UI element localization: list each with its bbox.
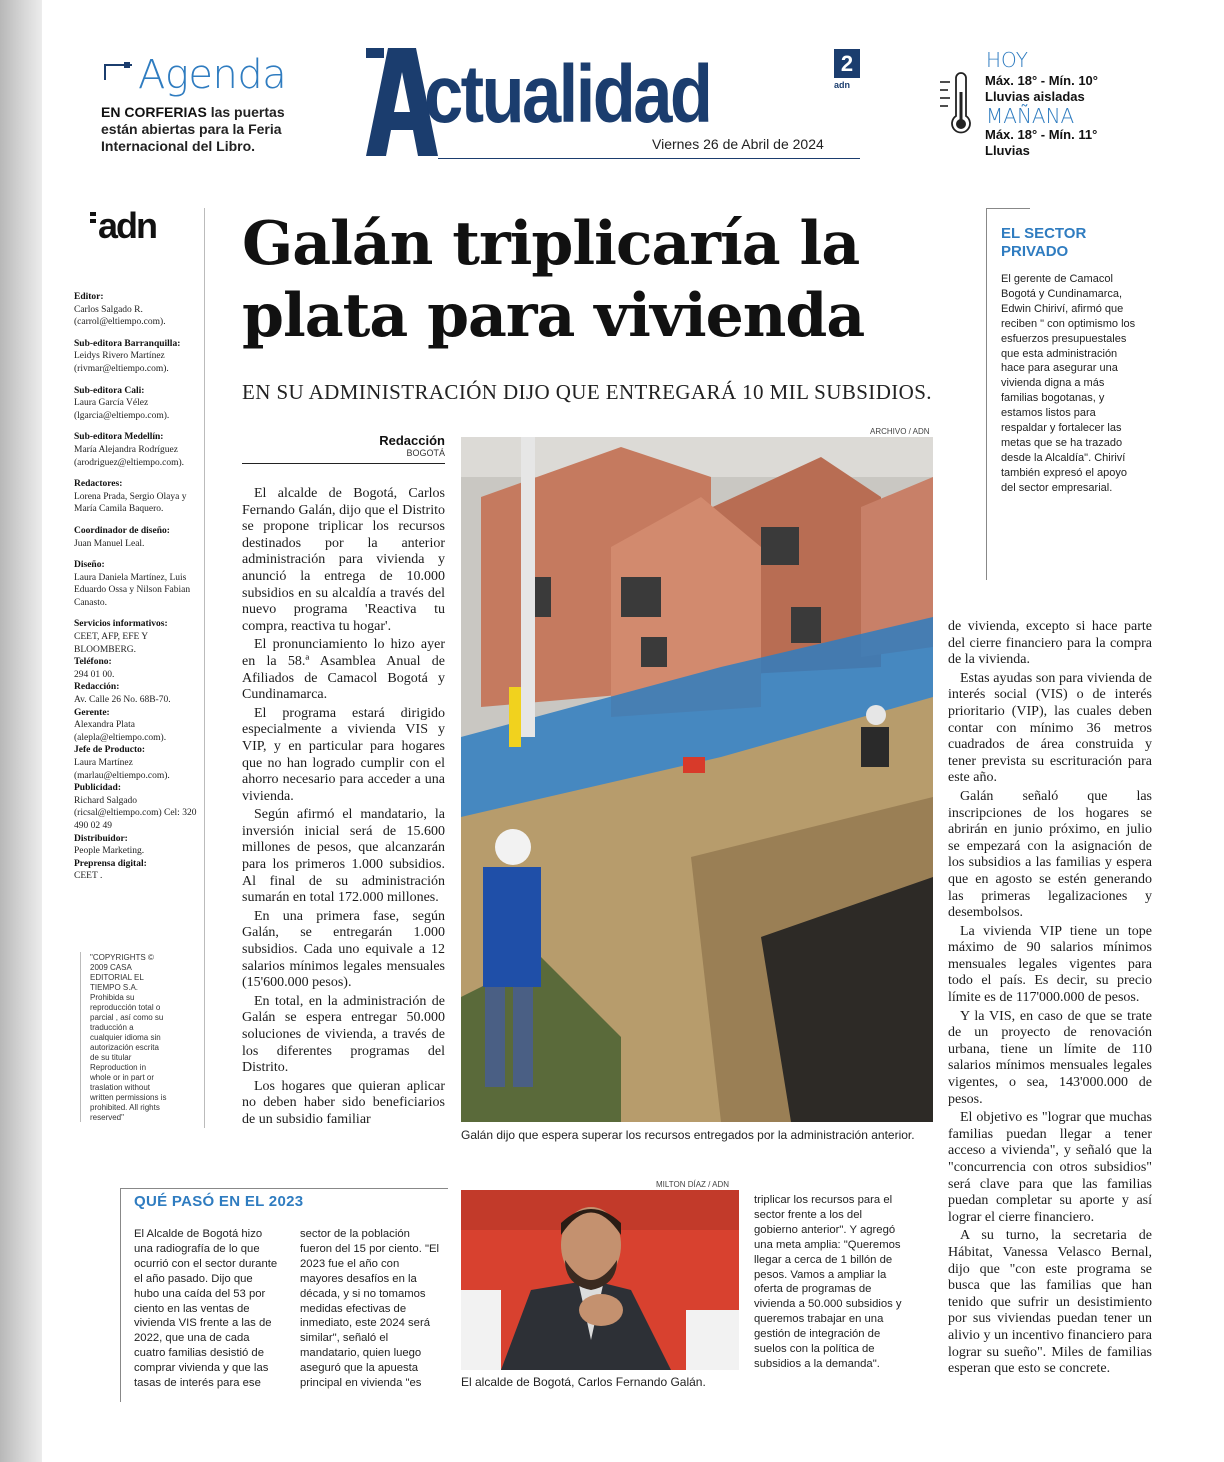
credit-text: People Marketing. xyxy=(74,846,145,857)
byline xyxy=(242,433,445,458)
credit-text: Carlos Salgado R. (carrol@eltiempo.com). xyxy=(74,304,166,328)
credit-entry xyxy=(74,656,206,681)
col3-paragraph: A su turno, la secretaria de Hábitat, Vanessa Velasco Bernal, dijo que "con este programa se busca que las familias que han tenido que sufrir un desistimiento por sus viviendas puedan tener un alivio y un incentivo financiero para lograr su sueño". Miles de familias esperan que esto se concrete. xyxy=(948,1228,1152,1377)
credit-entry xyxy=(74,744,206,782)
section-title: ctualidad xyxy=(424,49,711,140)
staff-credits xyxy=(74,291,206,883)
col3-lead: de vivienda, excepto si hace parte del cierre financiero para la compra de la vivienda. xyxy=(948,619,1152,668)
copyright-rule xyxy=(80,952,81,1122)
credit-heading: Gerente: xyxy=(74,707,110,718)
col3-paragraph: Y la VIS, en caso de que se trate de un proyecto de renovación urbana, tiene un límite de 110 salarios mínimos mensuales legales vigentes, o sea, 143'000.000 de pesos. xyxy=(948,1008,1152,1107)
box-2023-col-1: El Alcalde de Bogotá hizo una radiografía de lo que ocurrió con el sector durante el año pasado. Dijo que hubo una caída del 53 por ciento en las ventas de vivienda VIS frente a las de 2022, que una de cada cuatro familias desistió de comprar vivienda y que las tasas de interés para ese xyxy=(134,1228,278,1390)
weather-today-temp: Máx. 18° - Mín. 10° xyxy=(985,73,1098,88)
photo-caption: Galán dijo que espera superar los recursos entregados por la administración anterior. xyxy=(461,1128,915,1142)
credit-text: CEET . xyxy=(74,871,103,882)
credit-text: María Alejandra Rodríguez (arodriguez@eltiempo.com). xyxy=(74,444,185,468)
article-headline: Galán triplicaría la plata para vivienda xyxy=(242,209,865,351)
credit-entry xyxy=(74,833,206,858)
col3-paragraph: Galán señaló que las inscripciones de los hogares se abrirán en junio próximo, en julio se empezará con la asignación de los subsidios a las familias y espera que en agosto se estén generando las primeras legalizaciones y desembolsos. xyxy=(948,788,1152,921)
credit-heading: Teléfono: xyxy=(74,657,112,668)
weather-today-label: HOY xyxy=(986,48,1028,72)
col1-paragraph: Los hogares que quieran aplicar no deben haber sido beneficiarios de un subsidio familiar xyxy=(242,1078,445,1127)
credit-heading: Preprensa digital: xyxy=(74,858,147,869)
adn-logo-mark-icon xyxy=(90,212,96,234)
credit-text: Laura García Vélez (lgarcia@eltiempo.com). xyxy=(74,398,170,421)
agenda-text-bold: EN CORFERIAS xyxy=(101,104,207,120)
credit-text: Juan Manuel Leal. xyxy=(74,538,145,549)
photo2-credit: MILTON DÍAZ / ADN xyxy=(656,1180,730,1189)
col3-paragraph: La vivienda VIP tiene un tope máximo de 90 salarios mínimos mensuales legales vigentes para todo el país. Es decir, su precio límite es de 117'000.000 de pesos. xyxy=(948,923,1152,1006)
credit-text: Richard Salgado (ricsal@eltiempo.com) Cel: 320 490 02 49 xyxy=(74,795,197,831)
credit-heading: Sub-editora Medellín: xyxy=(74,432,164,443)
credit-entry xyxy=(74,385,206,423)
agenda-text-rest: las puertas están abiertas para la Feria Internacional del Libro. xyxy=(101,104,285,154)
weather-tomorrow-label: MAÑANA xyxy=(986,104,1075,128)
construction-site-photo xyxy=(461,437,933,1122)
credit-entry xyxy=(74,858,206,883)
credit-heading: Sub-editora Barranquilla: xyxy=(74,338,181,349)
weather-tomorrow-temp: Máx. 18° - Mín. 11° xyxy=(985,127,1098,142)
credit-heading: Jefe de Producto: xyxy=(74,745,146,756)
credit-heading: Redacción: xyxy=(74,682,120,693)
agenda-text xyxy=(101,104,301,155)
box-2023-title: QUÉ PASÓ EN EL 2023 xyxy=(134,1193,304,1210)
agenda-dot-icon xyxy=(124,62,130,68)
agenda-title: Agenda xyxy=(138,52,287,98)
col1-paragraph: El programa estará dirigido especialmente a vivienda VIS y VIP, y en particular para hogares que no han logrado cumplir con el ahorro necesario para acceder a una vivienda. xyxy=(242,705,445,804)
byline-name: Redacción xyxy=(379,433,445,448)
page-number-brand: adn xyxy=(834,80,851,90)
credit-text: Leidys Rivero Martínez (rivmar@eltiempo.com). xyxy=(74,351,169,374)
page-spine-shadow xyxy=(0,0,42,1462)
box-2023-rule-left xyxy=(120,1188,121,1402)
credit-heading: Publicidad: xyxy=(74,783,121,794)
credit-entry xyxy=(74,431,206,469)
article-column-3 xyxy=(948,619,1152,1380)
credit-entry xyxy=(74,618,206,656)
box-2023-col-3: triplicar los recursos para el sector frente a los del gobierno anterior". Y agregó una meta amplia: "Queremos llegar a cerca de 1 billón de pesos. Vamos a ampliar la oferta de programas de vivienda a 50.000 subsidios y queremos trabajar en una gestión de integración de suelos con la política de subsidios a la demanda". xyxy=(754,1194,902,1370)
credit-heading: Sub-editora Cali: xyxy=(74,385,145,396)
col1-paragraph: El alcalde de Bogotá, Carlos Fernando Galán, dijo que el Distrito se propone triplicar los recursos destinados por la anterior administración para vivienda y anunció la entrega de 10.000 subsidios en su alcaldía a través del nuevo programa 'Reactiva tu compra, reactiva tu hogar'. xyxy=(242,486,445,634)
box-2023-col-2: sector de la población fueron del 15 por ciento. "El 2023 fue el año con mayores desafíos en la década, y si no tomamos medidas efectivas de inmediato, este 2024 será similar", señaló el mandatario, quien luego aseguró que la apuesta principal en vivienda "es xyxy=(300,1228,440,1390)
col3-paragraph: Estas ayudas son para vivienda de interés social (VIS) o de interés prioritario (VIP), las cuales deben contar con mínimo 36 metros cuadrados de área construida y tener prevista su escrituración para este año. xyxy=(948,670,1152,786)
issue-date: Viernes 26 de Abril de 2024 xyxy=(652,136,824,152)
credit-entry xyxy=(74,338,206,376)
credit-entry xyxy=(74,707,206,745)
byline-rule xyxy=(242,463,445,464)
copyright-notice: "COPYRIGHTS © 2009 CASA EDITORIAL EL TIEMPO S.A. Prohibida su reproducción total o parcial , así como su traducción a cualquier idioma sin autorización escrita de su titular Reproduction in whole or in part or traslation without written permissions is prohibited. All rights reserved" xyxy=(90,953,167,1122)
credit-entry xyxy=(74,291,206,329)
credit-heading: Distribuidor: xyxy=(74,833,128,844)
credit-entry xyxy=(74,782,206,832)
masthead-rule xyxy=(438,158,860,159)
col1-paragraph: En una primera fase, según Galán, se entregarán 1.000 subsidios. Cada uno equivale a 12 salarios mínimos legales mensuales (15'600.000 pesos). xyxy=(242,908,445,991)
col1-paragraph: En total, en la administración de Galán se espera entregar 50.000 soluciones de vivienda, a través de los diferentes programas del Distrito. xyxy=(242,993,445,1076)
credit-text: CEET, AFP, EFE Y BLOOMBERG. xyxy=(74,632,148,655)
thermometer-icon xyxy=(938,70,978,140)
credit-heading: Servicios informativos: xyxy=(74,619,168,630)
credit-entry xyxy=(74,478,206,516)
credit-text: Laura Martínez (marlau@eltiempo.com). xyxy=(74,758,170,781)
mayor-portrait-photo xyxy=(461,1190,739,1370)
weather-today-desc: Lluvias aisladas xyxy=(985,89,1085,104)
sector-text: El gerente de Camacol Bogotá y Cundinamarca, Edwin Chiriví, afirmó que reciben " con optimismo los esfuerzos presupuestales que esta administración hace para asegurar una vivienda digna a más familias bogotanas, y estamos listos para respaldar y fortalecer las metas que se ha trazado desde la Alcaldía". Chiriví también expresó el apoyo del sector empresarial. xyxy=(1001,273,1136,494)
article-deck: EN SU ADMINISTRACIÓN DIJO QUE ENTREGARÁ 10 MIL SUBSIDIOS. xyxy=(242,380,932,404)
credit-text: Av. Calle 26 No. 68B-70. xyxy=(74,695,171,706)
credit-heading: Diseño: xyxy=(74,560,105,571)
col1-paragraph: El pronunciamiento lo hizo ayer en la 58.ª Asamblea Anual de Afiliados de Camacol Bogotá y Cundinamarca. xyxy=(242,637,445,703)
page-number-badge: 2 xyxy=(834,49,860,78)
credit-text: Alexandra Plata (alepla@eltiempo.com). xyxy=(74,720,167,743)
box-2023-rule-top xyxy=(120,1188,448,1189)
credit-heading: Editor: xyxy=(74,292,104,302)
sector-box-tick xyxy=(986,208,1030,209)
credit-entry xyxy=(74,525,206,550)
sector-title: EL SECTOR PRIVADO xyxy=(1001,225,1087,260)
col3-paragraph: El objetivo es "lograr que muchas familias puedan llegar a tener acceso a vivienda", y señaló que la "concurrencia con otros subsidios" será clave para que las familias puedan completar su aporte y así lograr el cierre financiero. xyxy=(948,1110,1152,1225)
col1-paragraph: Según afirmó el mandatario, la inversión inicial será de 15.600 millones de pesos, que alcanzarán para los primeros 1.000 subsidios. Al final de su administración sumarán en total 172.000 millones. xyxy=(242,807,445,906)
credit-text: 294 01 00. xyxy=(74,669,115,680)
adn-logo: adn xyxy=(98,205,157,246)
credit-text: Lorena Prada, Sergio Olaya y María Camila Baquero. xyxy=(74,491,187,515)
credit-heading: Coordinador de diseño: xyxy=(74,525,170,536)
photo2-caption: El alcalde de Bogotá, Carlos Fernando Galán. xyxy=(461,1375,706,1389)
credit-entry xyxy=(74,559,206,609)
byline-city: BOGOTÁ xyxy=(406,448,445,458)
credit-text: Laura Daniela Martínez, Luis Eduardo Ossa y Nilson Fabian Canasto. xyxy=(74,572,191,608)
photo-credit: ARCHIVO / ADN xyxy=(870,427,930,436)
credit-heading: Redactores: xyxy=(74,479,123,490)
weather-tomorrow-desc: Lluvias xyxy=(985,143,1030,158)
article-column-1 xyxy=(242,486,445,1131)
credit-entry xyxy=(74,681,206,706)
